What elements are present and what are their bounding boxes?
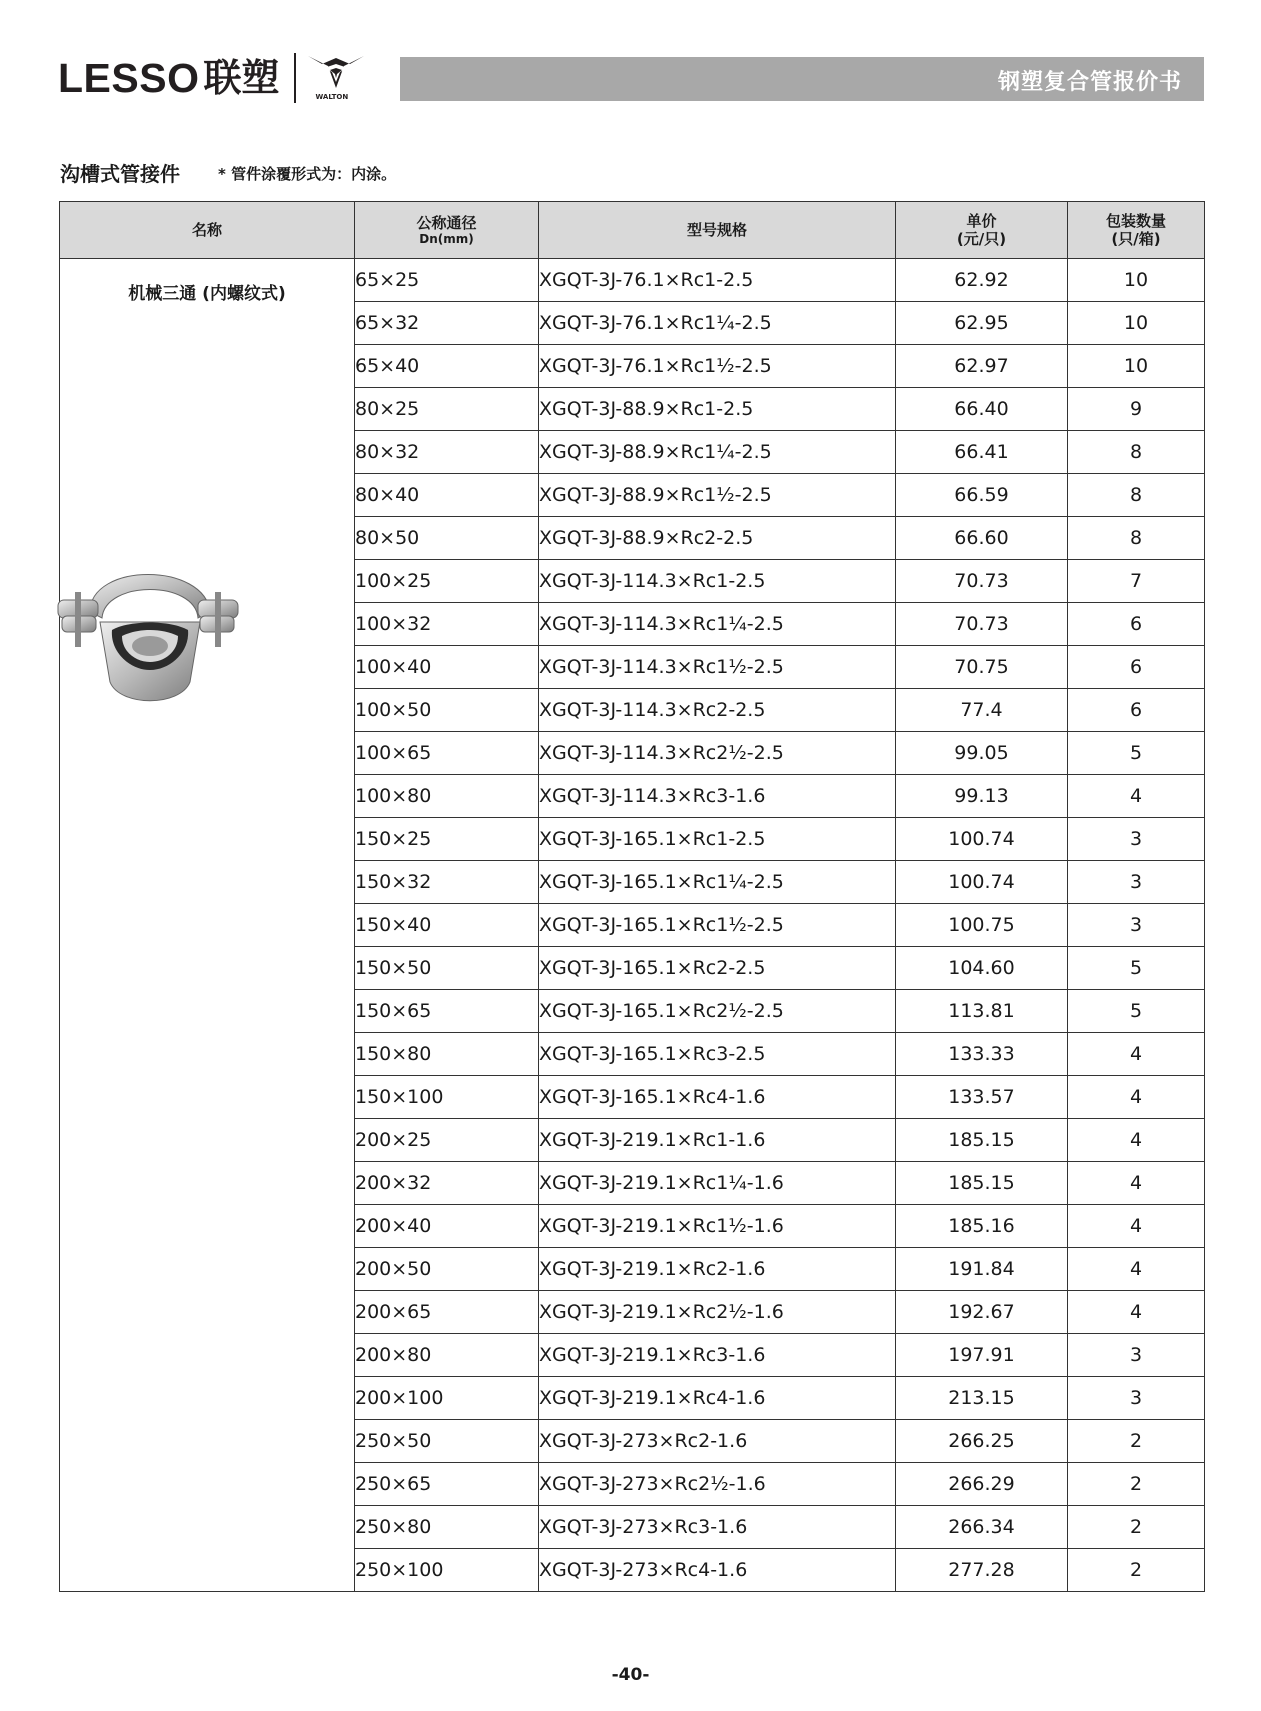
price-cell: 266.34 (896, 1506, 1068, 1549)
document-title: 钢塑复合管报价书 (997, 70, 1182, 95)
price-cell: 192.67 (896, 1291, 1068, 1334)
dn-cell: 150×50 (355, 947, 539, 990)
qty-cell: 2 (1068, 1506, 1205, 1549)
dn-cell: 65×40 (355, 345, 539, 388)
table-row (60, 259, 1205, 302)
product-name-cell (60, 259, 355, 1592)
section-title: 沟槽式管接件 (60, 162, 180, 186)
price-cell: 62.97 (896, 345, 1068, 388)
price-cell: 277.28 (896, 1549, 1068, 1592)
price-cell: 185.16 (896, 1205, 1068, 1248)
price-cell: 185.15 (896, 1119, 1068, 1162)
qty-cell: 3 (1068, 818, 1205, 861)
model-cell: XGQT-3J-165.1×Rc2½-2.5 (539, 990, 896, 1033)
dn-cell: 200×65 (355, 1291, 539, 1334)
model-cell: XGQT-3J-76.1×Rc1½-2.5 (539, 345, 896, 388)
dn-cell: 150×40 (355, 904, 539, 947)
qty-cell: 3 (1068, 1334, 1205, 1377)
logo-divider (294, 53, 296, 103)
qty-cell: 4 (1068, 1162, 1205, 1205)
price-cell: 100.74 (896, 818, 1068, 861)
price-cell: 66.60 (896, 517, 1068, 560)
price-cell: 66.40 (896, 388, 1068, 431)
header-price: 单价 (元/只) (896, 202, 1068, 259)
qty-cell: 10 (1068, 345, 1205, 388)
qty-cell: 10 (1068, 259, 1205, 302)
brand-logo (58, 52, 366, 104)
qty-cell: 3 (1068, 904, 1205, 947)
price-cell: 70.75 (896, 646, 1068, 689)
page-number: -40- (611, 1665, 650, 1685)
model-cell: XGQT-3J-88.9×Rc1¼-2.5 (539, 431, 896, 474)
qty-cell: 8 (1068, 431, 1205, 474)
brand-name-cn: 联塑 (203, 56, 280, 100)
model-cell: XGQT-3J-88.9×Rc1-2.5 (539, 388, 896, 431)
header-bar (400, 57, 1204, 101)
price-cell: 100.75 (896, 904, 1068, 947)
dn-cell: 250×65 (355, 1463, 539, 1506)
header-model: 型号规格 (539, 202, 896, 259)
model-cell: XGQT-3J-114.3×Rc3-1.6 (539, 775, 896, 818)
qty-cell: 3 (1068, 861, 1205, 904)
model-cell: XGQT-3J-165.1×Rc2-2.5 (539, 947, 896, 990)
walton-text: WALTON (315, 93, 349, 101)
price-cell: 62.92 (896, 259, 1068, 302)
model-cell: XGQT-3J-219.1×Rc1½-1.6 (539, 1205, 896, 1248)
section-note: * 管件涂覆形式为：内涂。 (218, 165, 397, 183)
model-cell: XGQT-3J-273×Rc2-1.6 (539, 1420, 896, 1463)
qty-cell: 2 (1068, 1549, 1205, 1592)
model-cell: XGQT-3J-114.3×Rc2½-2.5 (539, 732, 896, 775)
model-cell: XGQT-3J-273×Rc3-1.6 (539, 1506, 896, 1549)
dn-cell: 200×80 (355, 1334, 539, 1377)
model-cell: XGQT-3J-114.3×Rc1¼-2.5 (539, 603, 896, 646)
model-cell: XGQT-3J-273×Rc2½-1.6 (539, 1463, 896, 1506)
qty-cell: 8 (1068, 474, 1205, 517)
dn-cell: 65×25 (355, 259, 539, 302)
price-cell: 191.84 (896, 1248, 1068, 1291)
qty-cell: 2 (1068, 1420, 1205, 1463)
qty-cell: 6 (1068, 646, 1205, 689)
price-cell: 99.13 (896, 775, 1068, 818)
model-cell: XGQT-3J-219.1×Rc3-1.6 (539, 1334, 896, 1377)
qty-cell: 4 (1068, 1033, 1205, 1076)
table-header-row (60, 202, 1205, 259)
qty-cell: 4 (1068, 1248, 1205, 1291)
qty-cell: 10 (1068, 302, 1205, 345)
header-qty: 包装数量 (只/箱) (1068, 202, 1205, 259)
dn-cell: 200×40 (355, 1205, 539, 1248)
model-cell: XGQT-3J-219.1×Rc4-1.6 (539, 1377, 896, 1420)
qty-cell: 4 (1068, 1205, 1205, 1248)
price-cell: 99.05 (896, 732, 1068, 775)
model-cell: XGQT-3J-219.1×Rc1¼-1.6 (539, 1162, 896, 1205)
dn-cell: 100×80 (355, 775, 539, 818)
dn-cell: 100×50 (355, 689, 539, 732)
price-cell: 77.4 (896, 689, 1068, 732)
qty-cell: 6 (1068, 603, 1205, 646)
dn-cell: 150×25 (355, 818, 539, 861)
qty-cell: 6 (1068, 689, 1205, 732)
dn-cell: 200×25 (355, 1119, 539, 1162)
dn-cell: 100×25 (355, 560, 539, 603)
price-cell: 66.41 (896, 431, 1068, 474)
price-cell: 70.73 (896, 603, 1068, 646)
model-cell: XGQT-3J-219.1×Rc1-1.6 (539, 1119, 896, 1162)
price-cell: 66.59 (896, 474, 1068, 517)
price-cell: 70.73 (896, 560, 1068, 603)
price-cell: 133.57 (896, 1076, 1068, 1119)
header-name: 名称 (60, 202, 355, 259)
dn-cell: 250×50 (355, 1420, 539, 1463)
qty-cell: 2 (1068, 1463, 1205, 1506)
dn-cell: 100×40 (355, 646, 539, 689)
dn-cell: 200×50 (355, 1248, 539, 1291)
brand-name-en: LESSO (58, 54, 200, 101)
qty-cell: 5 (1068, 947, 1205, 990)
header-dn: 公称通径 Dn(mm) (355, 202, 539, 259)
model-cell: XGQT-3J-219.1×Rc2½-1.6 (539, 1291, 896, 1334)
dn-cell: 150×32 (355, 861, 539, 904)
price-cell: 62.95 (896, 302, 1068, 345)
price-cell: 266.25 (896, 1420, 1068, 1463)
model-cell: XGQT-3J-165.1×Rc1½-2.5 (539, 904, 896, 947)
price-cell: 113.81 (896, 990, 1068, 1033)
qty-cell: 4 (1068, 1119, 1205, 1162)
product-name: 机械三通 (内螺纹式) (128, 284, 286, 304)
walton-logo-icon (306, 52, 366, 104)
qty-cell: 4 (1068, 1291, 1205, 1334)
model-cell: XGQT-3J-88.9×Rc2-2.5 (539, 517, 896, 560)
dn-cell: 250×100 (355, 1549, 539, 1592)
qty-cell: 5 (1068, 990, 1205, 1033)
model-cell: XGQT-3J-88.9×Rc1½-2.5 (539, 474, 896, 517)
price-cell: 185.15 (896, 1162, 1068, 1205)
model-cell: XGQT-3J-165.1×Rc4-1.6 (539, 1076, 896, 1119)
model-cell: XGQT-3J-165.1×Rc3-2.5 (539, 1033, 896, 1076)
model-cell: XGQT-3J-76.1×Rc1¼-2.5 (539, 302, 896, 345)
qty-cell: 7 (1068, 560, 1205, 603)
dn-cell: 200×100 (355, 1377, 539, 1420)
qty-cell: 3 (1068, 1377, 1205, 1420)
mechanical-tee-image (50, 542, 245, 731)
model-cell: XGQT-3J-273×Rc4-1.6 (539, 1549, 896, 1592)
price-cell: 100.74 (896, 861, 1068, 904)
model-cell: XGQT-3J-114.3×Rc1-2.5 (539, 560, 896, 603)
dn-cell: 100×65 (355, 732, 539, 775)
price-cell: 266.29 (896, 1463, 1068, 1506)
qty-cell: 4 (1068, 1076, 1205, 1119)
dn-cell: 200×32 (355, 1162, 539, 1205)
qty-cell: 8 (1068, 517, 1205, 560)
dn-cell: 250×80 (355, 1506, 539, 1549)
model-cell: XGQT-3J-165.1×Rc1-2.5 (539, 818, 896, 861)
model-cell: XGQT-3J-165.1×Rc1¼-2.5 (539, 861, 896, 904)
dn-cell: 80×40 (355, 474, 539, 517)
price-cell: 213.15 (896, 1377, 1068, 1420)
dn-cell: 150×100 (355, 1076, 539, 1119)
model-cell: XGQT-3J-76.1×Rc1-2.5 (539, 259, 896, 302)
price-table (59, 201, 1205, 1592)
qty-cell: 5 (1068, 732, 1205, 775)
dn-cell: 80×25 (355, 388, 539, 431)
qty-cell: 4 (1068, 775, 1205, 818)
dn-cell: 150×65 (355, 990, 539, 1033)
dn-cell: 80×50 (355, 517, 539, 560)
model-cell: XGQT-3J-114.3×Rc1½-2.5 (539, 646, 896, 689)
price-cell: 104.60 (896, 947, 1068, 990)
dn-cell: 65×32 (355, 302, 539, 345)
price-cell: 197.91 (896, 1334, 1068, 1377)
dn-cell: 80×32 (355, 431, 539, 474)
dn-cell: 150×80 (355, 1033, 539, 1076)
qty-cell: 9 (1068, 388, 1205, 431)
model-cell: XGQT-3J-114.3×Rc2-2.5 (539, 689, 896, 732)
dn-cell: 100×32 (355, 603, 539, 646)
price-cell: 133.33 (896, 1033, 1068, 1076)
model-cell: XGQT-3J-219.1×Rc2-1.6 (539, 1248, 896, 1291)
